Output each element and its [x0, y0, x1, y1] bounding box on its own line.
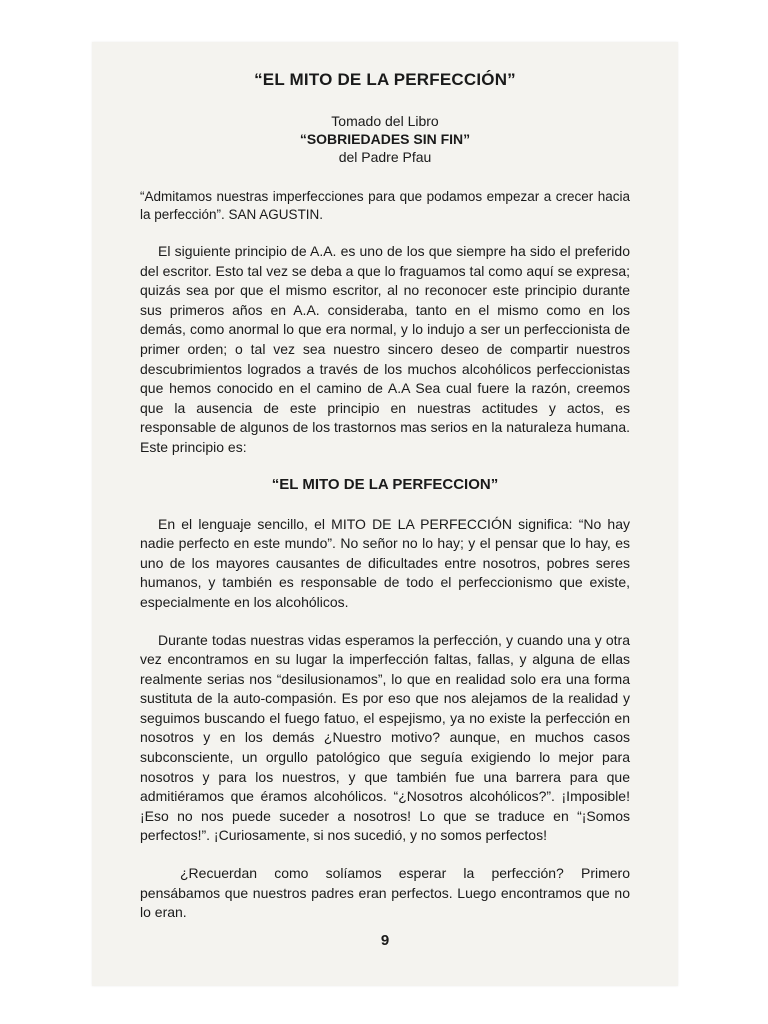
paragraph-2: En el lenguaje sencillo, el MITO DE LA PERFECCIÓN significa: “No hay nadie perfecto en este mundo”. No señor no lo hay; y el pensar que lo hay, es uno de los mayores causantes de dificultades entre nosotros, pobres seres humanos, y también es responsable de todo el perfeccionismo que existe, especialmente en los alcohólicos. — [140, 515, 630, 610]
page-number: 9 — [380, 932, 390, 949]
section-title: “EL MITO DE LA PERFECCION” — [271, 475, 499, 493]
document-page — [92, 42, 678, 986]
source-intro: Tomado del Libro — [331, 113, 439, 129]
source-author: del Padre Pfau — [338, 149, 432, 165]
paragraph-1: El siguiente principio de A.A. es uno de los que siempre ha sido el preferido del escritor. Esto tal vez se deba a que lo fraguamos tal como aquí se expresa; quizás sea por que el mismo escritor, al no reconocer este principio durante sus primeros años en A.A. consideraba, tanto en el mismo como en los demás, como anormal lo que era normal, y lo indujo a ser un perfeccionista de primer orden; o tal vez sea nuestro sincero deseo de compartir nuestros descubrimientos logrados a través de los muchos alcohólicos perfeccionistas que hemos conocido en el camino de A.A Sea cual fuere la razón, creemos que la ausencia de este principio en nuestras actitudes y actos, es responsable de algunos de los trastornos mas serios en la naturaleza humana. Este principio es: — [140, 243, 630, 455]
page-content — [140, 70, 630, 941]
source-block — [140, 112, 630, 166]
paragraph-4: ¿Recuerdan como solíamos esperar la perfección? Primero pensábamos que nuestros padres eran perfectos. Luego encontramos que no lo eran. — [140, 865, 630, 921]
epigraph-quote: “Admitamos nuestras imperfecciones para que podamos empezar a crecer hacia la perfección”. SAN AGUSTIN. — [140, 189, 630, 222]
paragraph-3: Durante todas nuestras vidas esperamos la perfección, y cuando una y otra vez encontramos en su lugar la imperfección faltas, fallas, y alguna de ellas realmente serias nos “desilusionamos”, lo que en realidad solo era una forma sustituta de la auto-compasión. Es por eso que nos alejamos de la realidad y seguimos buscando el fuego fatuo, el espejismo, ya no existe la perfección en nosotros y en los demás ¿Nuestro motivo? aunque, en muchos casos subconsciente, un orgullo patológico que seguía exigiendo lo mejor para nosotros y para los nuestros, y que también fue una barrera para que admitiéramos que éramos alcohólicos. “¿Nosotros alcohólicos?”. ¡Imposible! ¡Eso no nos puede suceder a nosotros! Lo que se traduce en “¡Somos perfectos!”. ¡Curiosamente, si nos sucedió, y no somos perfectos! — [140, 631, 630, 844]
source-book-title: “SOBRIEDADES SIN FIN” — [299, 131, 471, 147]
page-title: “EL MITO DE LA PERFECCIÓN” — [254, 70, 516, 89]
